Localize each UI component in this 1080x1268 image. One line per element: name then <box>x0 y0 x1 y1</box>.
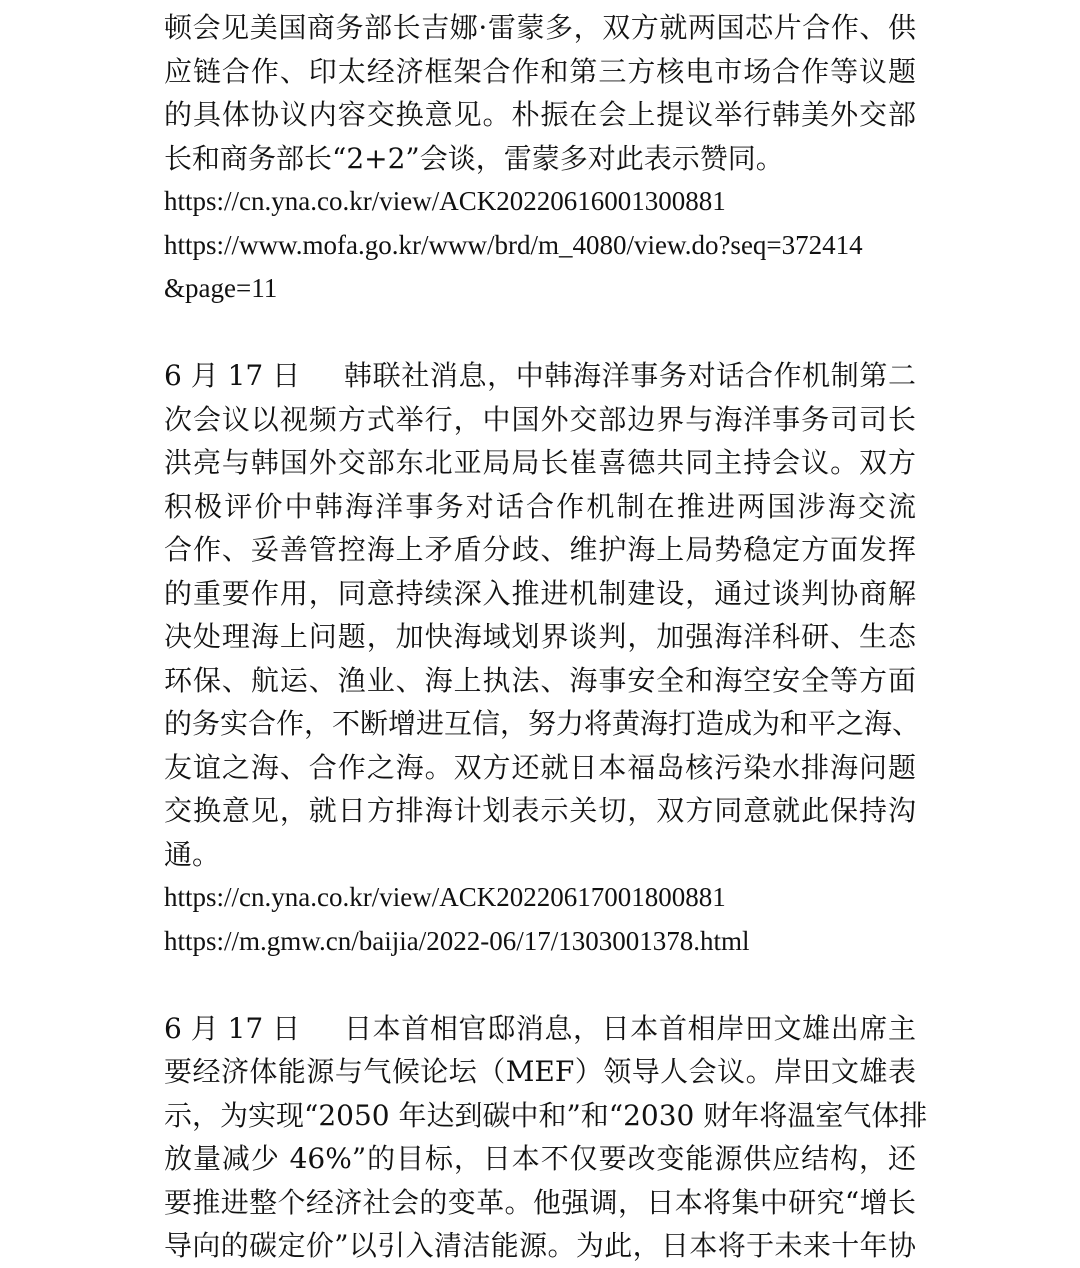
entry-2-first-text: 日本首相官邸消息，日本首相岸田文雄出席主 <box>344 1011 916 1045</box>
entry-2-first-line <box>164 1007 916 1051</box>
entry-1-line-1: 洪亮与韩国外交部东北亚局局长崔喜德共同主持会议。双方 <box>164 446 916 479</box>
entry-0-line-3: 长和商务部长“2+2”会谈，雷蒙多对此表示赞同。 <box>164 141 784 175</box>
entry-2-date: 6 月 17 日 <box>164 1011 301 1045</box>
entry-1-line-8: 友谊之海、合作之海。双方还就日本福岛核污染水排海问题 <box>164 750 916 784</box>
entry-0-url-2[interactable]: &page=11 <box>164 273 278 303</box>
entry-1-line-0: 次会议以视频方式举行，中国外交部边界与海洋事务司司长 <box>164 402 916 436</box>
entry-0-url-1[interactable]: https://www.mofa.go.kr/www/brd/m_4080/view.do?seq=372414 <box>164 229 863 260</box>
entry-1-line-4: 的重要作用，同意持续深入推进机制建设，通过谈判协商解 <box>164 576 916 610</box>
entry-1-first-text: 韩联社消息，中韩海洋事务对话合作机制第二 <box>344 359 916 392</box>
entry-0-line-1: 应链合作、印太经济框架合作和第三方核电市场合作等议题 <box>164 54 916 88</box>
entry-1-line-7: 的务实合作，不断增进互信，努力将黄海打造成为和平之海、 <box>164 707 921 740</box>
entry-1-line-9: 交换意见，就日方排海计划表示关切，双方同意就此保持沟 <box>164 794 916 827</box>
entry-2 <box>164 1007 928 1268</box>
entry-0-line-0: 顿会见美国商务部长吉娜·雷蒙多，双方就两国芯片合作、供 <box>164 11 916 44</box>
entry-2-line-2: 放量减少 46%”的目标，日本不仅要改变能源供应结构，还 <box>164 1142 916 1175</box>
entry-1-line-10: 通。 <box>164 837 221 871</box>
entry-2-line-4: 导向的碳定价”以引入清洁能源。为此，日本将于未来十年协 <box>164 1229 916 1262</box>
entry-0 <box>164 6 916 311</box>
entry-1 <box>164 354 921 963</box>
entry-0-line-2: 的具体协议内容交换意见。朴振在会上提议举行韩美外交部 <box>164 98 916 131</box>
entry-2-line-1: 示，为实现“2050 年达到碳中和”和“2030 财年将温室气体排 <box>164 1098 928 1132</box>
entry-1-line-3: 合作、妥善管控海上矛盾分歧、维护海上局势稳定方面发挥 <box>164 533 916 566</box>
document-page <box>164 0 928 1268</box>
entry-1-line-2: 积极评价中韩海洋事务对话合作机制在推进两国涉海交流 <box>164 489 916 523</box>
entry-2-line-3: 要推进整个经济社会的变革。他强调，日本将集中研究“增长 <box>164 1185 916 1219</box>
entry-1-url-1[interactable]: https://m.gmw.cn/baijia/2022-06/17/1303001378.html <box>164 925 750 956</box>
entry-2-line-0: 要经济体能源与气候论坛（MEF）领导人会议。岸田文雄表 <box>164 1055 916 1088</box>
entry-1-first-line <box>164 354 916 398</box>
entry-1-date: 6 月 17 日 <box>164 359 301 392</box>
entry-1-url-0[interactable]: https://cn.yna.co.kr/view/ACK20220617001800881 <box>164 882 726 912</box>
entry-0-url-0[interactable]: https://cn.yna.co.kr/view/ACK20220616001300881 <box>164 186 726 216</box>
entry-1-line-6: 环保、航运、渔业、海上执法、海事安全和海空安全等方面 <box>164 663 916 697</box>
entry-1-line-5: 决处理海上问题，加快海域划界谈判，加强海洋科研、生态 <box>164 620 916 653</box>
